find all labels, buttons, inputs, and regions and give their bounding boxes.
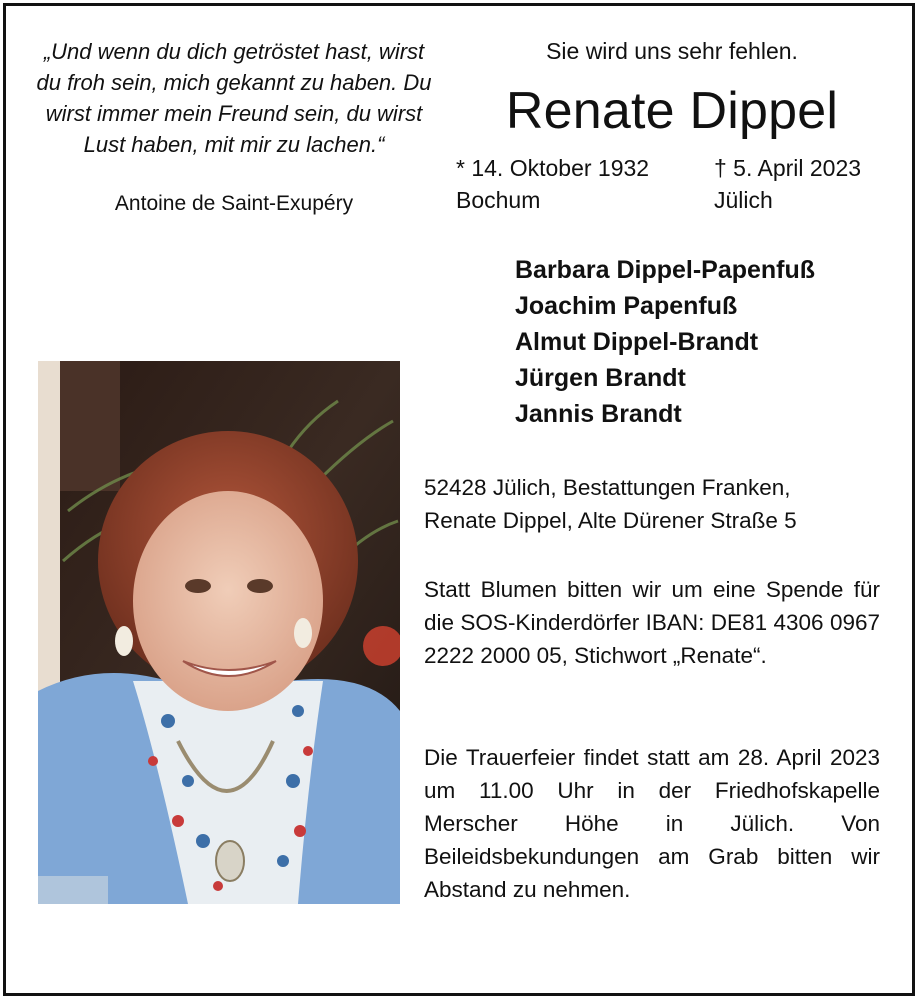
donation-text: Statt Blumen bitten wir um eine Spende für die SOS-Kinderdörfer IBAN: DE81 4306 0967 2222 2000 05, Stichwort „Renate“. (424, 577, 880, 668)
tagline: Sie wird uns sehr fehlen. (546, 38, 798, 64)
birth-date: * 14. Oktober 1932 (456, 155, 650, 181)
deceased-name: Renate Dippel (505, 82, 839, 140)
portrait-photo (38, 361, 400, 904)
death-place: Jülich (714, 187, 773, 213)
funeral-text: Die Trauerfeier findet statt am 28. April 2023 um 11.00 Uhr in der Friedhofskapelle Merscher Höhe in Jülich. Von Beileidsbekundungen am Grab bitten wir Abstand zu nehmen. (424, 745, 880, 902)
address-line: Renate Dippel, Alte Dürener Straße 5 (424, 508, 797, 533)
quote-author: Antoine de Saint-Exupéry (114, 192, 354, 215)
birth-info (456, 152, 649, 216)
family-member: Jürgen Brandt (515, 364, 686, 392)
family-member: Joachim Papenfuß (515, 292, 738, 320)
death-info (714, 152, 861, 216)
birth-place: Bochum (456, 187, 541, 213)
family-member: Barbara Dippel-Papenfuß (515, 256, 816, 284)
death-date: † 5. April 2023 (714, 155, 862, 181)
address-block (424, 471, 880, 537)
family-member: Jannis Brandt (515, 400, 682, 428)
epigraph-quote: „Und wenn du dich getröstet hast, wirst du froh sein, mich gekannt zu haben. Du wirst immer mein Freund sein, du wirst Lust haben, mit mir zu lachen.“ (36, 39, 432, 157)
address-line: 52428 Jülich, Bestattungen Franken, (424, 475, 791, 500)
family-member: Almut Dippel-Brandt (515, 328, 759, 356)
family-list (515, 252, 815, 432)
